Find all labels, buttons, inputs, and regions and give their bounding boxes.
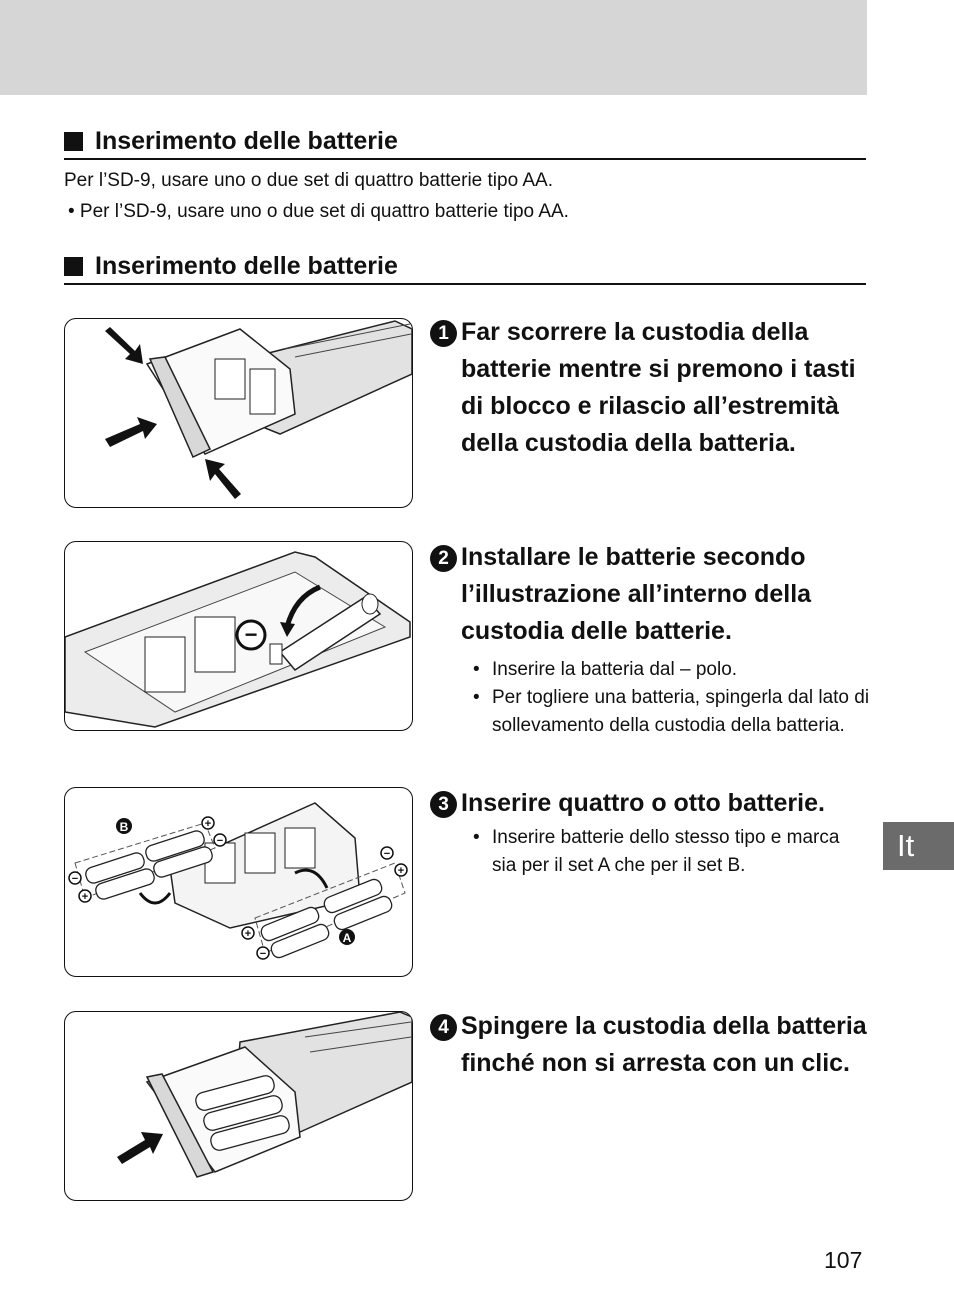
minus-icon: − xyxy=(216,835,224,847)
step-bullet: • Inserire batterie dello stesso tipo e marca sia per il set A che per il set B. xyxy=(430,824,850,880)
illustration-battery-sets xyxy=(64,787,413,977)
arrow-icon xyxy=(105,327,143,364)
step-3 xyxy=(430,785,870,880)
illustration-remove-holder xyxy=(64,318,413,508)
step-1 xyxy=(430,314,870,462)
section-heading xyxy=(64,124,866,160)
minus-icon: − xyxy=(259,948,267,960)
step-title: Inserire quattro o otto batterie. xyxy=(461,789,825,817)
section-title: Inserimento delle batterie xyxy=(95,127,398,155)
step-4 xyxy=(430,1008,870,1082)
language-tab: It xyxy=(883,822,954,870)
section-heading xyxy=(64,249,866,285)
arrow-icon xyxy=(205,459,241,499)
step-bullet: • Per togliere una batteria, spingerla dal lato di sollevamento della custodia della batteria. xyxy=(430,684,870,740)
plus-icon: + xyxy=(244,928,252,940)
step-number: 4 xyxy=(430,1014,457,1041)
step-title: Spingere la custodia della batteria finché non si arresta con un clic. xyxy=(461,1012,867,1077)
step-title: Far scorrere la custodia della batterie mentre si premono i tasti di blocco e rilascio all’estremità della custodia della batteria. xyxy=(461,318,856,457)
step-number: 2 xyxy=(430,545,457,572)
square-bullet-icon xyxy=(64,132,83,151)
set-a-label: A xyxy=(342,931,352,945)
arrow-icon xyxy=(105,417,157,447)
minus-icon: − xyxy=(71,873,79,885)
step-title: Installare le batterie secondo l’illustrazione all’interno della custodia delle batterie. xyxy=(461,543,812,645)
intro-text: Per l’SD-9, usare uno o due set di quattro batterie tipo AA. xyxy=(64,170,554,191)
step-number: 3 xyxy=(430,791,457,818)
step-number: 1 xyxy=(430,320,457,347)
plus-icon: + xyxy=(204,818,212,830)
intro-bullet: • Per l’SD-9, usare uno o due set di quattro batterie tipo AA. xyxy=(68,201,569,222)
plus-icon: + xyxy=(81,891,89,903)
header-band xyxy=(0,0,867,95)
illustration-install-battery xyxy=(64,541,413,731)
minus-label: − xyxy=(244,622,258,647)
section-title: Inserimento delle batterie xyxy=(95,252,398,280)
illustration-push-holder xyxy=(64,1011,413,1201)
step-bullet: • Inserire la batteria dal – polo. xyxy=(430,656,870,684)
arrow-icon xyxy=(117,1132,163,1164)
set-b-label: B xyxy=(119,820,129,834)
step-2 xyxy=(430,539,870,740)
plus-icon: + xyxy=(397,865,405,877)
minus-icon: − xyxy=(383,848,391,860)
page-number: 107 xyxy=(824,1247,863,1273)
square-bullet-icon xyxy=(64,257,83,276)
